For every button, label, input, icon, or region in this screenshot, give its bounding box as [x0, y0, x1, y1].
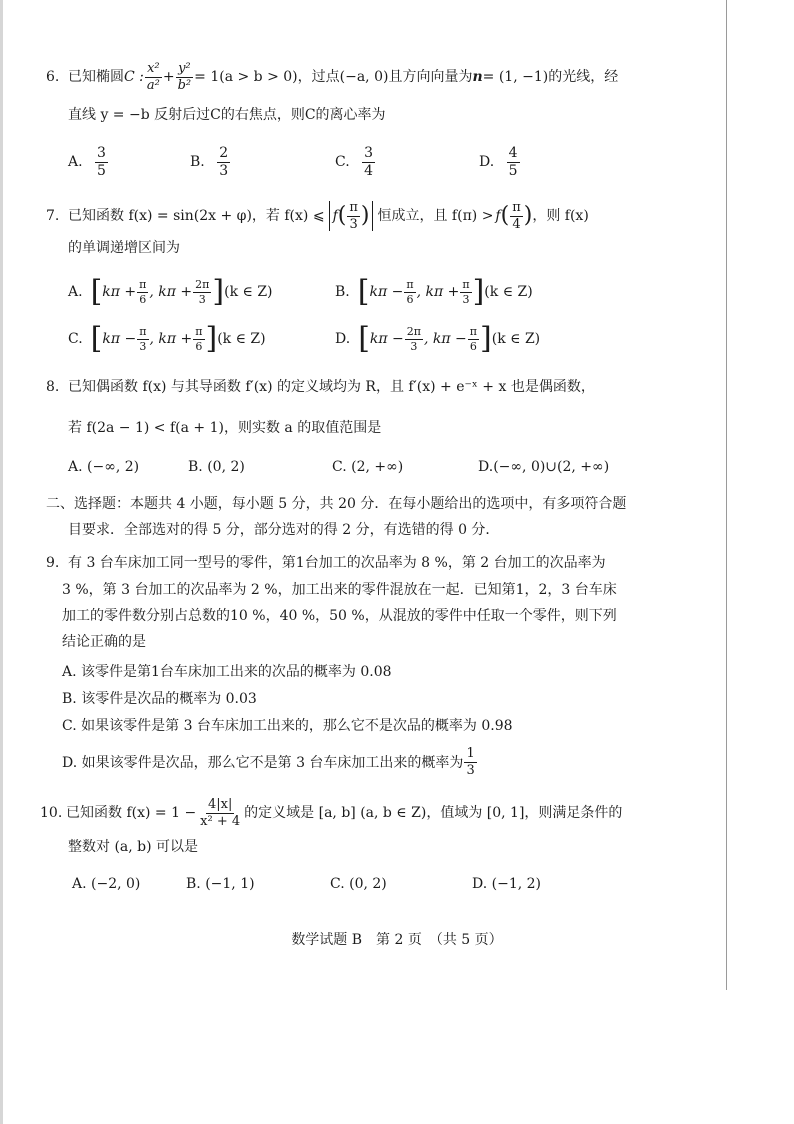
page-footer: 数学试题 B 第 2 页 （共 5 页）	[291, 932, 503, 948]
direction-vector: n	[472, 69, 483, 85]
q6-option-c: C. $\frac{3}{4}$	[335, 145, 374, 179]
q7-text-b: 恒成立，且 f(π) >	[377, 208, 494, 224]
q9-line3: 加工的零件数分别占总数的10 %，40 %，50 %，从混放的零件中任取一个零件，则下列	[62, 608, 617, 624]
q7-f-right: f	[495, 208, 501, 224]
q8-option-d: D.(−∞, 0)∪(2, +∞)	[478, 459, 610, 475]
q7-option-c: C. [ kπ − $\frac{\pi}{3}$ , kπ + $\frac{\pi}{6}$ ] (k ∈ Z)	[68, 321, 266, 356]
q7-abs-term: f( $\frac{\pi}{3}$ )	[329, 201, 374, 231]
q10-text-a: 已知函数 f(x) = 1 −	[66, 805, 197, 821]
q7-text-a: 已知函数 f(x) = sin(2x + φ)，若 f(x) ⩽	[68, 208, 325, 224]
q10-option-b: B. (−1, 1)	[186, 876, 255, 892]
q6-option-d: D. $\frac{4}{5}$	[479, 145, 518, 179]
q10-number: 10.	[40, 805, 63, 821]
q9-option-b: B. 该零件是次品的概率为 0.03	[62, 691, 257, 707]
q7-pi-over-4: $\frac{\pi}{4}$	[512, 199, 521, 232]
scan-left-edge	[0, 0, 3, 1124]
q7-text-c: ，则 f(x)	[532, 208, 589, 224]
q7-option-a: A. [ kπ + $\frac{\pi}{6}$ , kπ + $\frac{2\pi}{3}$ ] (k ∈ Z)	[68, 274, 273, 309]
q7-option-b: B. [ kπ − $\frac{\pi}{6}$ , kπ + $\frac{\pi}{3}$ ] (k ∈ Z)	[335, 274, 533, 309]
q6-number: 6.	[46, 69, 60, 85]
q6-line2: 直线 y = −b 反射后过C的右焦点，则C的离心率为	[68, 107, 386, 123]
q6-text-a: 已知椭圆	[68, 69, 124, 85]
scan-right-edge	[726, 0, 727, 990]
q8-line1: 8. 已知偶函数 f(x) 与其导函数 f′(x) 的定义域均为 R，且 f′(x) + e⁻ˣ + x 也是偶函数，	[46, 379, 595, 395]
q8-option-c: C. (2, +∞)	[332, 459, 404, 475]
q7-line1: 7. 已知函数 f(x) = sin(2x + φ)，若 f(x) ⩽ f( $\frac{\pi}{3}$ ) 恒成立，且 f(π) > f ( $\frac{\pi}{4}$ ) ，则 f(x)	[46, 199, 589, 232]
q6-text-c: = (1, −1)的光线，经	[482, 69, 619, 85]
q7-line2: 的单调递增区间为	[68, 240, 180, 256]
q9-option-d: D. 如果该零件是次品，那么它不是第 3 台车床加工出来的概率为 $\frac{1}{3}$	[62, 745, 475, 778]
q9-option-a: A. 该零件是第1台车床加工出来的次品的概率为 0.08	[62, 664, 392, 680]
q8-line2: 若 f(2a − 1) < f(a + 1)，则实数 a 的取值范围是	[68, 420, 382, 436]
q6-option-a: A. $\frac{3}{5}$	[68, 145, 106, 179]
ellipse-x-term: $\frac{\text{x²}}{\text{a²}}$	[146, 60, 160, 93]
q6-text-b: ，过点(−a, 0)且方向向量为	[297, 69, 473, 85]
q8-option-b: B. (0, 2)	[188, 459, 245, 475]
q10-option-a: A. (−2, 0)	[72, 876, 141, 892]
q9-line4: 结论正确的是	[62, 634, 146, 650]
q7-option-d: D. [ kπ − $\frac{2\pi}{3}$ , kπ − $\frac{\pi}{6}$ ] (k ∈ Z)	[335, 321, 541, 356]
q10-text-b: 的定义域是 [a, b] (a, b ∈ Z)，值域为 [0, 1]，则满足条件的	[244, 805, 623, 821]
q8-option-a: A. (−∞, 2)	[68, 459, 140, 475]
q10-line2: 整数对 (a, b) 可以是	[68, 839, 199, 855]
q9-line2: 3 %，第 3 台加工的次品率为 2 %，加工出来的零件混放在一起．已知第1，2，3 台车床	[62, 582, 617, 598]
q10-line1	[40, 793, 622, 833]
ellipse-condition: = 1(a > b > 0)	[194, 69, 298, 85]
ellipse-y-term: $\frac{\text{y²}}{\text{b²}}$	[177, 60, 192, 93]
q9-line1: 9. 有 3 台车床加工同一型号的零件，第1台加工的次品率为 8 %，第 2 台加工的次品率为	[46, 555, 606, 571]
q7-number: 7.	[46, 208, 60, 224]
q10-fraction: $\frac{4|x|}{\text{x² + 4}}$	[200, 796, 241, 829]
q10-option-d: D. (−1, 2)	[472, 876, 542, 892]
q6-line1: 6. 已知椭圆 C : $\frac{\text{x²}}{\text{a²}}$ + $\frac{\text{y²}}{\text{b²}}$ = 1(a > b > 0) ，过点(−a, 0)且方向向量为 n = (1, −1)的光线，经	[46, 60, 619, 93]
ellipse-name: C :	[124, 69, 144, 85]
section2-heading: 二、选择题：本题共 4 小题，每小题 5 分，共 20 分．在每小题给出的选项中，有多项符合题	[46, 496, 627, 512]
q9-option-c: C. 如果该零件是第 3 台车床加工出来的，那么它不是次品的概率为 0.98	[62, 718, 513, 734]
q10-option-c: C. (0, 2)	[330, 876, 387, 892]
section2-heading-line2: 目要求．全部选对的得 5 分，部分选对的得 2 分，有选错的得 0 分．	[68, 522, 500, 538]
q6-option-b: B. $\frac{2}{3}$	[190, 145, 229, 179]
